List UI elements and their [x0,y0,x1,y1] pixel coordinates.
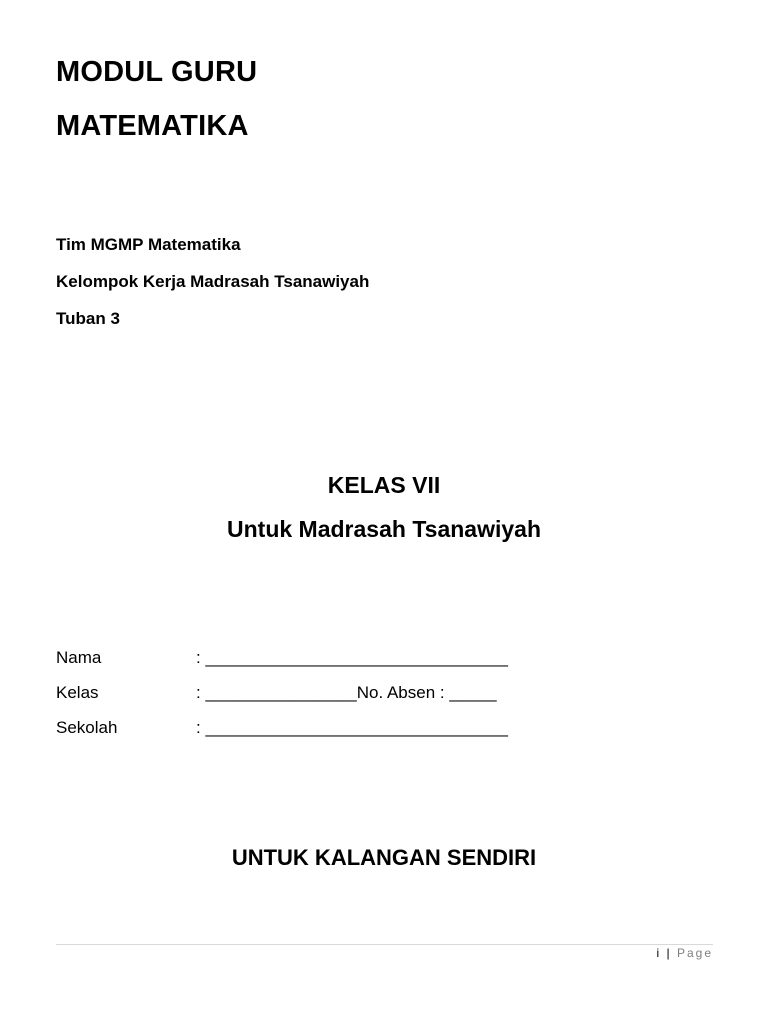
nama-label: Nama [56,648,102,667]
document-title-line-1: MODUL GURU [56,56,258,88]
sekolah-field: : ________________________________ [196,718,508,737]
restriction-heading: UNTUK KALANGAN SENDIRI [231,845,537,870]
footer-divider [56,944,713,945]
audience-heading: Untuk Madrasah Tsanawiyah [227,516,541,542]
author-team: Tim MGMP Matematika [56,235,241,254]
kelas-field: : ________________No. Absen : _____ [196,683,497,702]
author-group: Kelompok Kerja Madrasah Tsanawiyah [56,272,370,291]
author-location: Tuban 3 [56,309,120,328]
nama-field: : ________________________________ [196,648,508,667]
page-number: i [656,946,662,960]
class-heading: KELAS VII [327,472,441,498]
page-footer [656,946,713,960]
kelas-label: Kelas [56,683,99,702]
document-title-line-2: MATEMATIKA [56,110,249,142]
page-word: Page [676,946,713,960]
sekolah-label: Sekolah [56,718,118,737]
page-separator: | [666,946,672,960]
